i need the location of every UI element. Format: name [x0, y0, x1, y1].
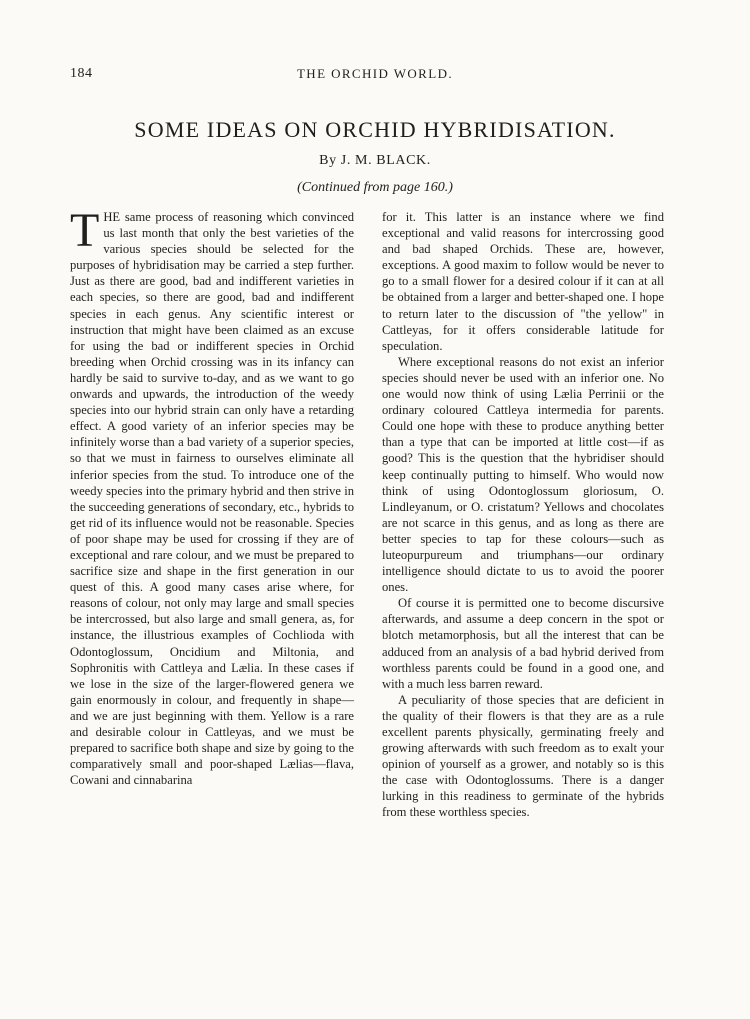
running-head: THE ORCHID WORLD. — [296, 66, 454, 81]
paragraph — [70, 204, 354, 788]
byline: By J. M. BLACK. — [319, 153, 431, 168]
paragraph: for it. This latter is an instance where we find exceptional and valid reasons for intercrossing good and bad shaped Orchids. These are, however, exceptions. A good maxim to follow would be never to go to a small flower for a desired colour if it can at all be obtained from a larger and better-shaped one. I hope to return later to the discussion of "the yellow" in Cattleyas, for it offers considerable latitude for speculation. — [382, 210, 664, 353]
paragraph: Of course it is permitted one to become discursive afterwards, and assume a deep concern in the spot or blotch metamorphosis, but all the interest that can be adduced from an analysis of a bad hybrid derived from worthless parents could be found in a good one, and with a much less barren reward. — [382, 596, 664, 691]
page-number: 184 — [70, 66, 93, 81]
paragraph: Where exceptional reasons do not exist an inferior species should never be used with an inferior one. No one would now think of using Lælia Perrinii or the ordinary coloured Cattleya intermedia for parents. Could one hope with these to produce anything better than a type that can be imported at little cost—if as good? This is the question that the hybridiser should keep continually putting to himself. Who would now think of using Odontoglossum gloriosum, O. Lindleyanum, or O. cristatum? Yellows and chocolates are not scarce in this genus, and as long as there are better species to tap for these colours—such as luteopurpureum and triumphans—our ordinary intelligence should dictate to us to avoid the poorer ones. — [382, 354, 664, 595]
paragraph-text: HE same process of reasoning which convinced us last month that only the best varieties of the various species should be selected for the purposes of hybridisation may be carried a step further. Just as there are good, bad and indifferent varieties in each species, so there are good, bad and indifferent species in each genus. Any scientific interest or instruction that might have been claimed as an excuse for using the bad or indifferent species in Orchid breeding when Orchid crossing was in its infancy can hardly be said to survive to-day, and as we want to go onwards and upwards, the introduction of the weedy species into our hybrid strain can only have a retarding effect. A good variety of an inferior species may be infinitely worse than a bad variety of a superior species, so that we must in fairness to ourselves eliminate all inferior species from the stud. To introduce one of the weedy species into the primary hybrid and then strive in the succeeding generations of secondary, etc., hybrids to get rid of its influence would not be reasonable. Species of poor shape may be used for crossing if they are of exceptional and rare colour, and we must be prepared to sacrifice size and shape in the first generation in our quest of this. A good many cases arise where, for reasons of colour, not only may large and small species be intercrossed, but also large and small genera, as, for instance, the illustrious examples of Cochlioda with Odontoglossum, Oncidium and Miltonia, and Sophronitis with Cattleya and Lælia. In these cases if we lose in the size of the larger-flowered genera we gain enormously in colour, and frequently in shape—and we are just beginning with them. Yellow is a rare and desirable colour in Cattleyas, and we must be prepared to sacrifice both shape and size by going to the comparatively small and poor-shaped Lælias—flava, Cowani and cinnabarina — [70, 210, 354, 788]
drop-cap: T — [70, 204, 100, 257]
article-title: SOME IDEAS ON ORCHID HYBRIDISATION. — [134, 117, 616, 142]
paragraph: A peculiarity of those species that are deficient in the quality of their flowers is that they are as a rule excellent parents physically, germinating freely and growing afterwards with such freedom as to exalt your opinion of yourself as a grower, and notably so is this the case with Odontoglossums. There is a danger lurking in this readiness to germinate of the hybrids from these worthless species. — [382, 692, 664, 820]
continued-note: (Continued from page 160.) — [297, 180, 453, 195]
right-column — [382, 209, 664, 821]
left-column — [70, 204, 354, 788]
